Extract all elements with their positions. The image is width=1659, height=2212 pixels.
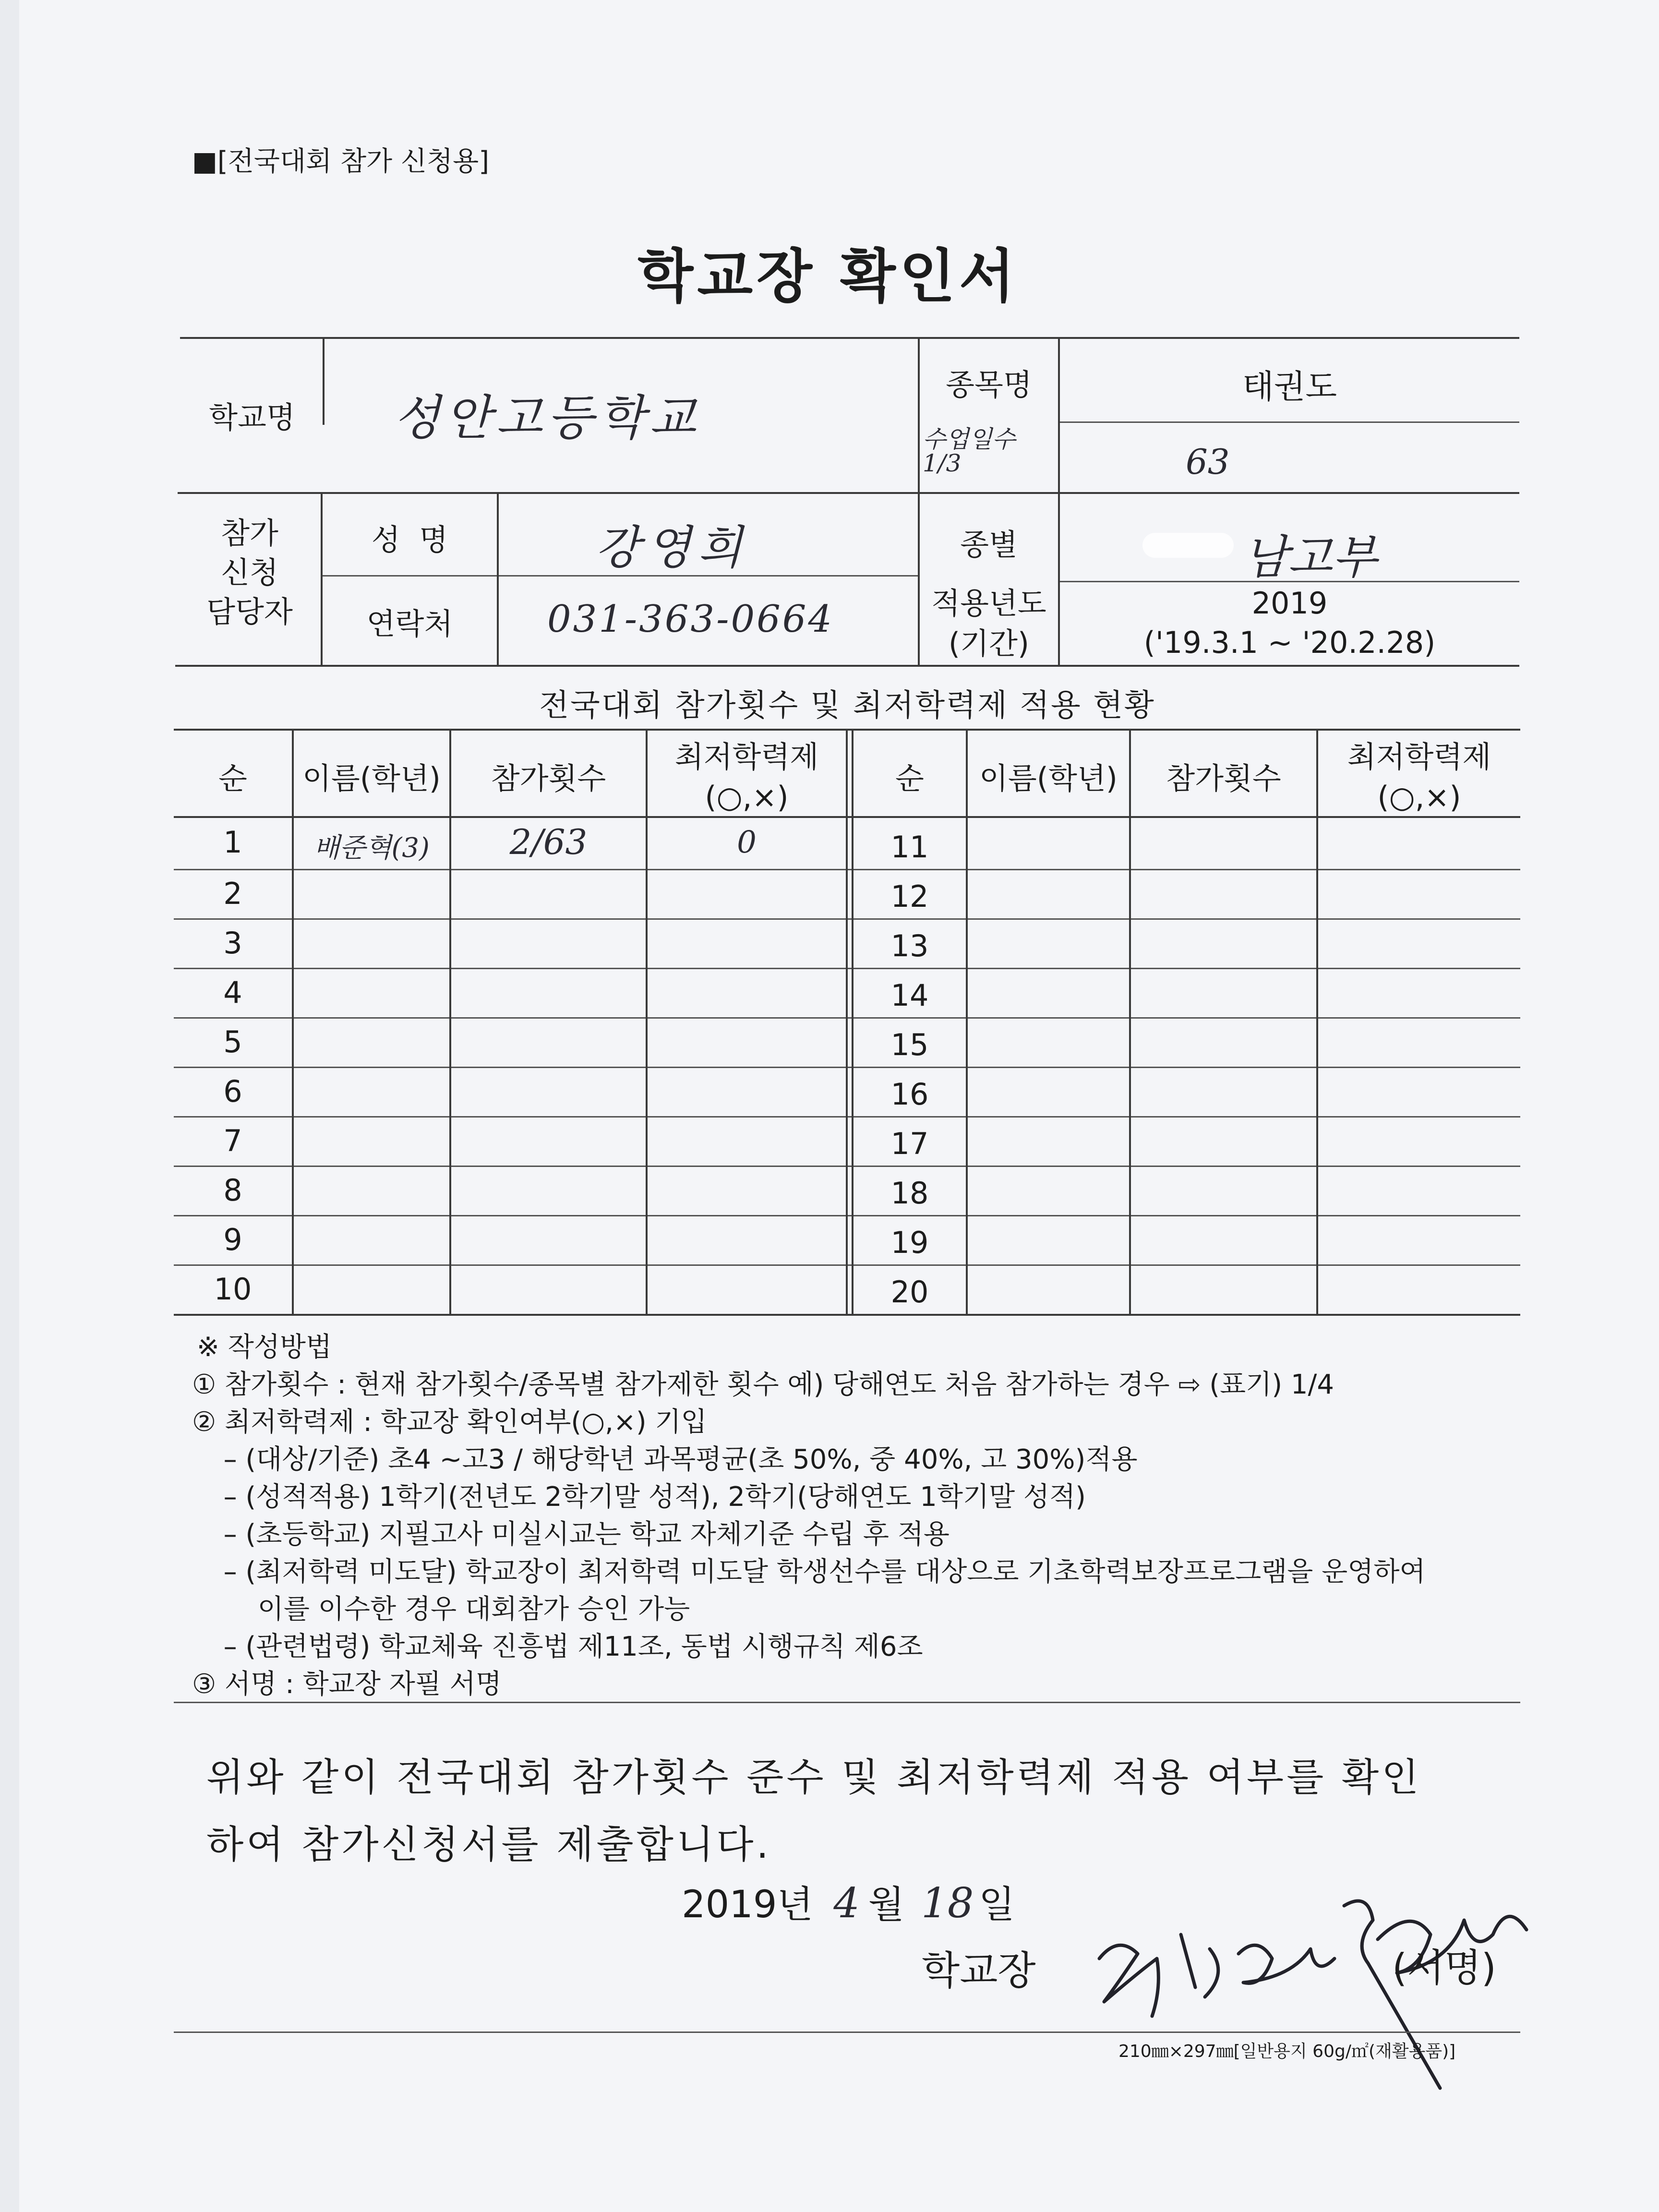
year-period: ('19.3.1 ~ '20.2.28) — [1143, 625, 1436, 660]
event-label: 종목명 — [946, 367, 1032, 402]
table-bottom-border — [174, 1314, 1520, 1316]
row-number: 7 — [223, 1123, 242, 1158]
division-label: 종별 — [960, 527, 1018, 562]
row-number: 2 — [223, 876, 242, 911]
table-col-border — [1129, 730, 1131, 1314]
header-min-grade-line: 최저학력제 — [674, 739, 819, 774]
header-no: 순 — [895, 761, 924, 796]
row-number: 1 — [223, 825, 242, 860]
year-label — [920, 583, 1058, 664]
note-line: – (관련법령) 학교체육 진흥법 제11조, 동법 시행규칙 제6조 — [206, 1631, 923, 1662]
submission-date — [682, 1875, 1015, 1928]
row-number: 12 — [890, 879, 929, 914]
table-col-border — [966, 730, 968, 1314]
statement-line: 위와 같이 전국대회 참가횟수 준수 및 최저학력제 적용 여부를 확인 — [206, 1755, 1422, 1800]
row-number: 13 — [890, 928, 929, 963]
year-label-line: (기간) — [948, 626, 1030, 661]
table-col-border — [292, 730, 294, 1314]
date-month-unit: 월 — [868, 1883, 905, 1926]
note-line: ① 참가횟수 : 현재 참가횟수/종목별 참가제한 횟수 예) 당해연도 처음 참가하는 경우 ⇨ (표기) 1/4 — [192, 1369, 1334, 1400]
row-number: 18 — [890, 1176, 929, 1211]
section-title: 전국대회 참가횟수 및 최저학력제 적용 현황 — [539, 688, 1155, 723]
note-line: – (성적적용) 1학기(전년도 2학기말 성적), 2학기(당해연도 1학기말 성적) — [206, 1481, 1086, 1513]
note-line: – (대상/기준) 초4 ~고3 / 해당학년 과목평균(초 50%, 중 40%, 고 30%)적용 — [206, 1444, 1138, 1475]
header-no: 순 — [218, 761, 247, 796]
event-value: 태권도 — [1242, 368, 1337, 406]
min-grade-check: 0 — [737, 825, 757, 860]
row-number: 6 — [223, 1074, 242, 1109]
row-number: 15 — [890, 1027, 929, 1062]
header-name: 이름(학년) — [302, 761, 441, 796]
school-value: 성안고등학교 — [394, 390, 701, 446]
row-number: 14 — [890, 978, 929, 1013]
note-line: ② 최저학력제 : 학교장 확인여부(○,×) 기입 — [192, 1407, 707, 1438]
footer-divider — [174, 2032, 1520, 2033]
name-label: 성 명 — [371, 522, 448, 557]
notes-divider — [174, 1702, 1520, 1703]
row-number: 10 — [214, 1272, 252, 1307]
applicant-name-value: 강영희 — [595, 521, 749, 575]
row-number: 3 — [223, 926, 242, 961]
info-divider — [178, 492, 1519, 494]
table-col-border — [449, 730, 451, 1314]
row-number: 4 — [223, 975, 242, 1010]
contact-label: 연락처 — [366, 606, 453, 641]
header-min-grade-line: (○,×) — [1377, 780, 1461, 815]
header-min-grade-line: 최저학력제 — [1347, 739, 1491, 774]
date-month: 4 — [833, 1879, 860, 1927]
table-col-border — [646, 730, 648, 1314]
date-day-unit: 일 — [978, 1883, 1015, 1926]
year-label-line: 적용년도 — [931, 586, 1046, 621]
statement-line: 하여 참가신청서를 제출합니다. — [206, 1822, 771, 1867]
info-divider — [1060, 421, 1519, 423]
table-col-border — [1316, 730, 1318, 1314]
applicant-label — [180, 514, 319, 632]
header-count: 참가횟수 — [1166, 761, 1281, 796]
header-min-grade-line: (○,×) — [705, 780, 789, 815]
info-col-border — [323, 338, 325, 425]
row-number: 19 — [890, 1225, 929, 1260]
contact-value: 031-363-0664 — [547, 598, 834, 641]
info-col-border — [497, 493, 499, 665]
note-line: – (최저학력 미도달) 학교장이 최저학력 미도달 학생선수를 대상으로 기초학력보장프로그램을 운영하여 — [206, 1556, 1426, 1587]
row-number: 16 — [890, 1077, 929, 1112]
header-min-grade — [648, 737, 846, 817]
participation-count: 2/63 — [509, 822, 588, 862]
header-min-grade — [1318, 737, 1520, 817]
row-number: 5 — [223, 1024, 242, 1059]
note-line: – (초등학교) 지필고사 미실시교는 학교 자체기준 수립 후 적용 — [206, 1519, 950, 1550]
row-number: 20 — [890, 1274, 929, 1310]
date-year: 2019년 — [682, 1883, 813, 1926]
row-number: 9 — [223, 1222, 242, 1257]
date-day: 18 — [921, 1879, 974, 1927]
principal-label: 학교장 — [922, 1948, 1036, 1994]
signature-suffix: (서명) — [1392, 1946, 1496, 1990]
notes-heading: ※ 작성방법 — [197, 1332, 332, 1363]
redaction-mark — [1142, 533, 1234, 558]
class-days-label: 수업일수 1/3 — [923, 425, 1016, 477]
note-line: 이를 이수한 경우 대회참가 승인 가능 — [206, 1594, 690, 1625]
year-value: 2019 — [1251, 586, 1328, 621]
principal-signature — [1085, 1863, 1594, 2112]
header-name: 이름(학년) — [979, 761, 1118, 796]
row-number: 11 — [890, 830, 929, 865]
row-number: 8 — [223, 1173, 242, 1208]
class-days-value: 63 — [1186, 442, 1230, 482]
applicant-label-line: 신청 — [221, 555, 278, 590]
division-value: 남고부 — [1243, 530, 1377, 584]
note-line: ③ 서명 : 학교장 자필 서명 — [192, 1669, 502, 1700]
applicant-label-line: 참가 — [221, 516, 278, 551]
row-number: 17 — [890, 1126, 929, 1161]
table-col-border — [846, 730, 848, 1314]
paper-spec-footer: 210㎜×297㎜[일반용지 60g/㎡(재활용품)] — [1118, 2042, 1456, 2061]
info-divider — [175, 665, 1519, 667]
school-label: 학교명 — [209, 400, 295, 435]
header-count: 참가횟수 — [491, 761, 606, 796]
athlete-name: 배준혁(3) — [313, 832, 430, 864]
header-tag: ■[전국대회 참가 신청용] — [192, 146, 490, 177]
info-table-top-border — [180, 337, 1519, 339]
applicant-label-line: 담당자 — [206, 594, 293, 629]
page-title: 학교장 확인서 — [637, 243, 1019, 310]
